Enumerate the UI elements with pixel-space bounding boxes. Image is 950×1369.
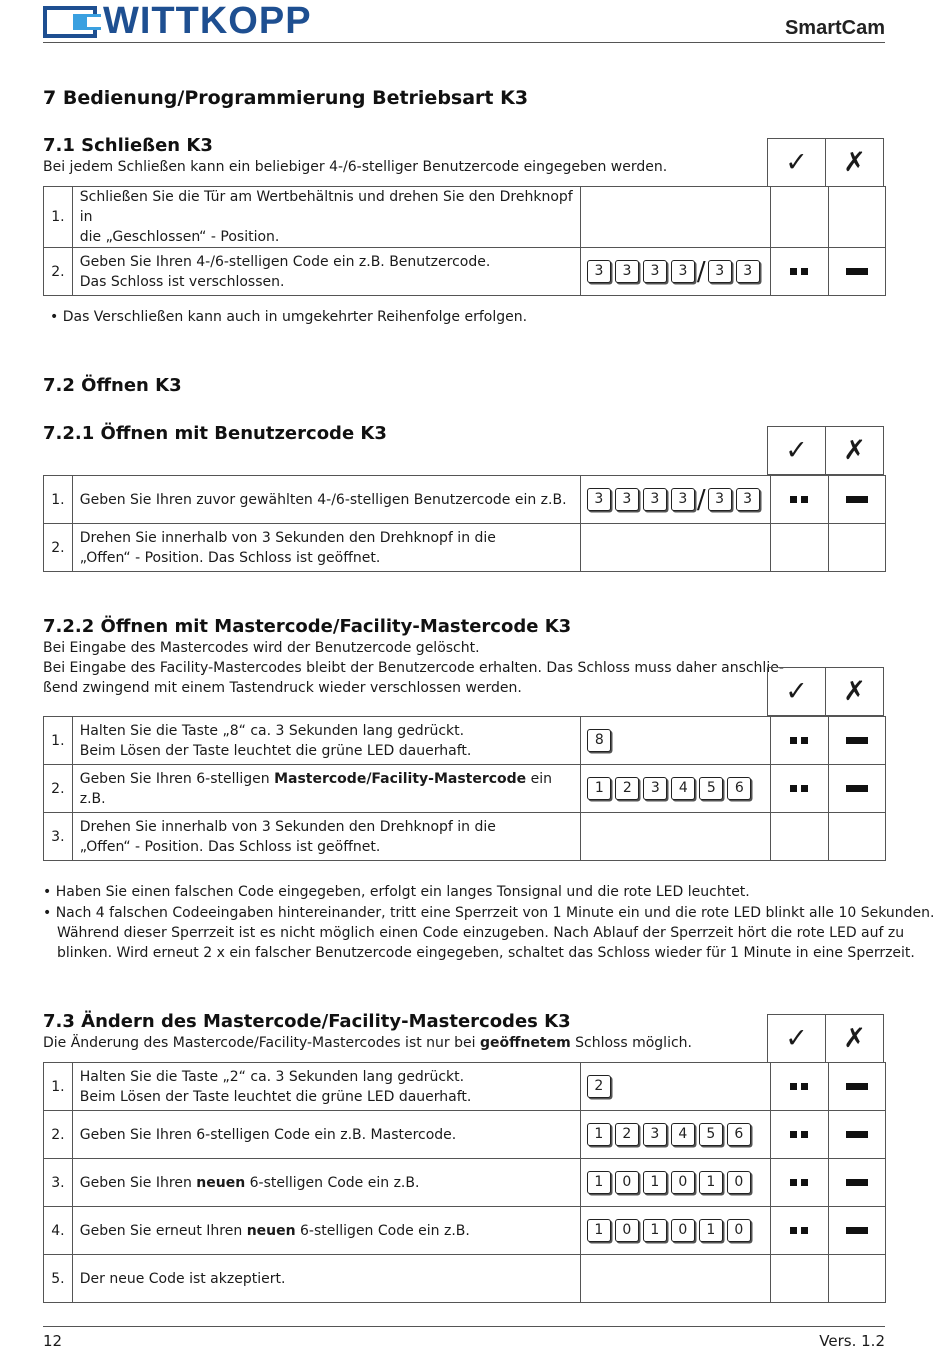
key: 1 — [587, 1123, 611, 1146]
page-number: 12 — [43, 1332, 63, 1350]
key: 4 — [671, 777, 695, 800]
key: 2 — [615, 1123, 639, 1146]
key: 3 — [708, 488, 732, 511]
step-text: Geben Sie Ihren 6-stelligen Code ein z.B. Mastercode. — [72, 1111, 580, 1159]
cross-icon: ✗ — [825, 1015, 883, 1062]
key: 0 — [671, 1171, 695, 1194]
key: 3 — [643, 488, 667, 511]
step-number: 1. — [44, 187, 73, 248]
step-number: 1. — [44, 717, 73, 765]
table-row — [44, 1255, 886, 1303]
step-number: 1. — [44, 476, 73, 524]
s71-note: • Das Verschließen kann auch in umgekehrter Reihenfolge erfolgen. — [50, 309, 528, 325]
key: 6 — [727, 777, 751, 800]
keypad-sequence — [580, 1063, 770, 1111]
keypad-sequence — [581, 717, 771, 765]
key: 3 — [587, 488, 611, 511]
step-number: 2. — [44, 1111, 73, 1159]
led-long-signal-icon — [846, 496, 868, 503]
brand-logo — [43, 0, 312, 42]
red-led-cell — [828, 187, 885, 248]
key: 1 — [587, 777, 611, 800]
red-led-cell — [828, 1255, 885, 1303]
table-row — [44, 1111, 886, 1159]
step-text: Geben Sie Ihren neuen 6-stelligen Code ein z.B. — [72, 1159, 580, 1207]
led-double-signal-icon — [790, 1083, 808, 1090]
led-double-signal-icon — [790, 1227, 808, 1234]
green-led-cell — [771, 765, 828, 813]
step-text: Geben Sie Ihren 4-/6-stelligen Code ein z.B. Benutzercode. Das Schloss ist verschlossen. — [72, 248, 580, 296]
key: 3 — [736, 260, 760, 283]
step-text: Halten Sie die Taste „2“ ca. 3 Sekunden lang gedrückt. Beim Lösen der Taste leuchtet die grüne LED dauerhaft. — [72, 1063, 580, 1111]
footer-divider — [43, 1326, 885, 1327]
version-label: Vers. 1.2 — [819, 1332, 885, 1350]
key: 0 — [671, 1219, 695, 1242]
key: 0 — [727, 1171, 751, 1194]
red-led-cell — [828, 248, 885, 296]
step-text: Drehen Sie innerhalb von 3 Sekunden den Drehknopf in die „Offen“ - Position. Das Schloss ist geöffnet. — [72, 813, 581, 861]
brand-name: WITTKOPP — [103, 0, 312, 42]
s71-steps-table — [43, 186, 886, 296]
red-led-cell — [828, 524, 885, 572]
led-long-signal-icon — [846, 785, 868, 792]
led-double-signal-icon — [790, 785, 808, 792]
s722-bullet-1: • Haben Sie einen falschen Code eingegeben, erfolgt ein langes Tonsignal und die rote LED leuchtet. — [43, 884, 750, 900]
check-icon: ✓ — [785, 435, 808, 466]
keypad-sequence — [580, 476, 770, 524]
s722-bullet-2-cont: blinken. Wird erneut 2 x ein falscher Benutzercode eingegeben, schaltet das Schloss wieder für 1 Minute in eine Sperrzeit. — [57, 945, 915, 961]
step-keys — [580, 187, 770, 248]
key: 1 — [587, 1171, 611, 1194]
key: 3 — [736, 488, 760, 511]
key: 2 — [587, 1075, 611, 1098]
green-led-cell — [771, 248, 828, 296]
logo-mark-icon — [43, 6, 101, 36]
s722-symbol-header — [767, 667, 884, 716]
keypad-sequence — [581, 765, 771, 813]
led-long-signal-icon — [846, 1179, 868, 1186]
s722-intro-3: ßend zwingend mit einem Tastendruck wieder verschlossen werden. — [43, 680, 522, 696]
s72-title: 7.2 Öffnen K3 — [43, 375, 182, 396]
green-led-cell — [771, 524, 828, 572]
key: 3 — [643, 260, 667, 283]
s73-symbol-header — [767, 1014, 884, 1063]
table-row — [44, 1159, 886, 1207]
green-led-cell — [771, 1111, 828, 1159]
led-double-signal-icon — [790, 1179, 808, 1186]
led-double-signal-icon — [790, 737, 808, 744]
step-number: 2. — [44, 524, 73, 572]
check-icon: ✓ — [785, 1023, 808, 1054]
keypad-sequence — [580, 1111, 770, 1159]
table-row — [44, 765, 886, 813]
step-number: 1. — [44, 1063, 73, 1111]
led-long-signal-icon — [846, 1131, 868, 1138]
key: 3 — [615, 260, 639, 283]
table-row — [44, 1063, 886, 1111]
green-led-cell — [771, 1255, 828, 1303]
slash-separator: / — [696, 484, 706, 515]
key: 1 — [699, 1219, 723, 1242]
red-led-cell — [828, 1111, 885, 1159]
s721-title: 7.2.1 Öffnen mit Benutzercode K3 — [43, 423, 387, 444]
cross-icon: ✗ — [825, 668, 883, 715]
slash-separator: / — [696, 256, 706, 287]
step-text: Der neue Code ist akzeptiert. — [72, 1255, 580, 1303]
s71-symbol-header — [767, 138, 884, 187]
key: 8 — [587, 729, 611, 752]
red-led-cell — [828, 813, 885, 861]
header-divider — [43, 42, 885, 43]
table-row — [44, 813, 886, 861]
red-led-cell — [828, 765, 885, 813]
key: 6 — [727, 1123, 751, 1146]
step-number: 2. — [44, 248, 73, 296]
s73-steps-table — [43, 1062, 886, 1303]
step-number: 3. — [44, 1159, 73, 1207]
key: 3 — [643, 1123, 667, 1146]
step-keys — [581, 813, 771, 861]
table-row — [44, 476, 886, 524]
section-title: 7 Bedienung/Programmierung Betriebsart K3 — [43, 87, 529, 109]
key: 3 — [615, 488, 639, 511]
led-long-signal-icon — [846, 737, 868, 744]
key: 3 — [643, 777, 667, 800]
green-led-cell — [771, 476, 828, 524]
s71-title: 7.1 Schließen K3 — [43, 135, 213, 156]
red-led-cell — [828, 476, 885, 524]
key: 1 — [587, 1219, 611, 1242]
step-text: Geben Sie erneut Ihren neuen 6-stelligen Code ein z.B. — [72, 1207, 580, 1255]
red-led-cell — [828, 1063, 885, 1111]
key: 0 — [615, 1171, 639, 1194]
step-number: 2. — [44, 765, 73, 813]
step-text: Geben Sie Ihren zuvor gewählten 4-/6-stelligen Benutzercode ein z.B. — [72, 476, 580, 524]
red-led-cell — [828, 1207, 885, 1255]
key: 5 — [699, 1123, 723, 1146]
key: 2 — [615, 777, 639, 800]
led-double-signal-icon — [790, 496, 808, 503]
led-long-signal-icon — [846, 1227, 868, 1234]
table-row — [44, 187, 886, 248]
step-text: Halten Sie die Taste „8“ ca. 3 Sekunden lang gedrückt. Beim Lösen der Taste leuchtet die grüne LED dauerhaft. — [72, 717, 581, 765]
red-led-cell — [828, 1159, 885, 1207]
key: 3 — [671, 488, 695, 511]
check-icon: ✓ — [785, 676, 808, 707]
green-led-cell — [771, 1159, 828, 1207]
s722-intro-2: Bei Eingabe des Facility-Mastercodes bleibt der Benutzercode erhalten. Das Schloss muss daher anschlie- — [43, 660, 784, 676]
led-long-signal-icon — [846, 1083, 868, 1090]
table-row — [44, 1207, 886, 1255]
s722-title: 7.2.2 Öffnen mit Mastercode/Facility-Mastercode K3 — [43, 616, 572, 637]
s722-steps-table — [43, 716, 886, 861]
key: 5 — [699, 777, 723, 800]
step-number: 5. — [44, 1255, 73, 1303]
table-row — [44, 248, 886, 296]
green-led-cell — [771, 1063, 828, 1111]
s721-steps-table — [43, 475, 886, 572]
table-row — [44, 524, 886, 572]
s73-title: 7.3 Ändern des Mastercode/Facility-Mastercodes K3 — [43, 1011, 571, 1032]
keypad-sequence — [580, 1159, 770, 1207]
key: 3 — [587, 260, 611, 283]
led-long-signal-icon — [846, 268, 868, 275]
check-icon: ✓ — [785, 147, 808, 178]
led-double-signal-icon — [790, 268, 808, 275]
step-keys — [580, 524, 770, 572]
step-text: Geben Sie Ihren 6-stelligen Mastercode/Facility-Mastercode ein z.B. — [72, 765, 581, 813]
s722-intro-1: Bei Eingabe des Mastercodes wird der Benutzercode gelöscht. — [43, 640, 480, 656]
s721-symbol-header — [767, 426, 884, 475]
green-led-cell — [771, 1207, 828, 1255]
key: 1 — [643, 1219, 667, 1242]
led-double-signal-icon — [790, 1131, 808, 1138]
keypad-sequence — [580, 1207, 770, 1255]
key: 3 — [708, 260, 732, 283]
s73-intro: Die Änderung des Mastercode/Facility-Mastercodes ist nur bei geöffnetem Schloss möglich. — [43, 1035, 692, 1051]
cross-icon: ✗ — [825, 139, 883, 186]
step-text: Drehen Sie innerhalb von 3 Sekunden den Drehknopf in die „Offen“ - Position. Das Schloss ist geöffnet. — [72, 524, 580, 572]
red-led-cell — [828, 717, 885, 765]
keypad-sequence — [580, 248, 770, 296]
step-text: Schließen Sie die Tür am Wertbehältnis und drehen Sie den Drehknopf in die „Geschlossen“ - Position. — [72, 187, 580, 248]
key: 1 — [643, 1171, 667, 1194]
cross-icon: ✗ — [825, 427, 883, 474]
green-led-cell — [771, 813, 828, 861]
green-led-cell — [771, 187, 828, 248]
table-row — [44, 717, 886, 765]
step-number: 3. — [44, 813, 73, 861]
key: 3 — [671, 260, 695, 283]
key: 1 — [699, 1171, 723, 1194]
product-name: SmartCam — [784, 17, 885, 39]
s722-bullet-2-cont: Während dieser Sperrzeit ist es nicht möglich einen Code einzugeben. Nach Ablauf der Sperrzeit hört die rote LED auf zu — [57, 925, 905, 941]
step-number: 4. — [44, 1207, 73, 1255]
step-keys — [580, 1255, 770, 1303]
s71-intro: Bei jedem Schließen kann ein beliebiger 4-/6-stelliger Benutzercode eingegeben werden. — [43, 159, 668, 175]
green-led-cell — [771, 717, 828, 765]
key: 0 — [727, 1219, 751, 1242]
key: 0 — [615, 1219, 639, 1242]
s722-bullet-2: • Nach 4 falschen Codeeingaben hintereinander, tritt eine Sperrzeit von 1 Minute ein und die rote LED blinkt alle 10 Sekunden. — [43, 905, 935, 921]
key: 4 — [671, 1123, 695, 1146]
